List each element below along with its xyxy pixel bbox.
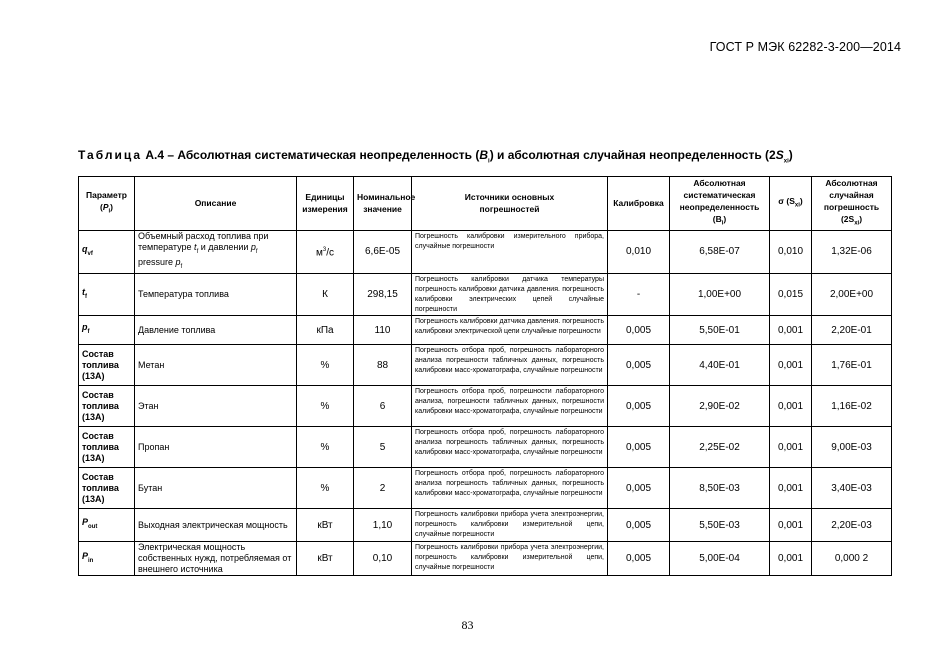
caption-text-b: ) и абсолютная случайная неопределенность (2 (489, 148, 776, 162)
calibration-cell: 0,005 (608, 509, 670, 542)
abs-random-cell: 1,16E-02 (812, 386, 892, 427)
abs-systematic-cell: 4,40E-01 (670, 345, 770, 386)
nominal-cell: 5 (354, 427, 412, 468)
caption-text-c: ) (788, 148, 793, 162)
caption-label: Таблица (78, 148, 143, 162)
abs-systematic-cell: 5,50E-03 (670, 509, 770, 542)
param-cell: $P_{in}$ (79, 542, 135, 576)
caption-sub-b: i (488, 158, 490, 165)
sources-cell: Погрешность отбора проб, погрешности лабораторного анализа, погрешности табличных данных, погрешности калибровки масс-хроматографа, случайные погрешности (412, 386, 608, 427)
nominal-cell: 2 (354, 468, 412, 509)
sigma-cell: 0,001 (770, 345, 812, 386)
calibration-cell: 0,010 (608, 230, 670, 274)
table-row (79, 542, 892, 576)
abs-systematic-cell: 5,00E-04 (670, 542, 770, 576)
unit-cell: % (297, 386, 354, 427)
abs-systematic-cell: 8,50E-03 (670, 468, 770, 509)
nominal-cell: 1,10 (354, 509, 412, 542)
table-row (79, 345, 892, 386)
header-row (79, 177, 892, 231)
table-caption (78, 148, 793, 164)
calibration-cell: 0,005 (608, 542, 670, 576)
abs-systematic-cell: 1,00E+00 (670, 274, 770, 316)
description-cell: Метан (135, 345, 297, 386)
nominal-cell: 0,10 (354, 542, 412, 576)
col-header-param: Параметр $(P_i)$ (79, 177, 135, 231)
abs-systematic-cell: 5,50E-01 (670, 316, 770, 345)
col-header-sources: Источники основных погрешностей (412, 177, 608, 231)
sources-cell: Погрешность калибровки датчика температуры погрешность калибровки датчика давления. погрешность калибровки электрических цепей случайные погрешности (412, 274, 608, 316)
sigma-cell: 0,015 (770, 274, 812, 316)
calibration-cell: 0,005 (608, 386, 670, 427)
description-cell: Выходная электрическая мощность (135, 509, 297, 542)
description-cell: Температура топлива (135, 274, 297, 316)
abs-systematic-cell: 2,90E-02 (670, 386, 770, 427)
sigma-cell: 0,001 (770, 427, 812, 468)
abs-random-cell: 0,000 2 (812, 542, 892, 576)
param-cell: Состав топлива (13А) (79, 468, 135, 509)
param-cell: $p_f$ (79, 316, 135, 345)
sigma-cell: 0,001 (770, 386, 812, 427)
unit-cell: кВт (297, 509, 354, 542)
unit-cell: % (297, 427, 354, 468)
param-cell: $q_{vf}$ (79, 230, 135, 274)
sigma-cell: 0,010 (770, 230, 812, 274)
abs-systematic-cell: 6,58E-07 (670, 230, 770, 274)
description-cell: Электрическая мощность собственных нужд, потребляемая от внешнего источника (135, 542, 297, 576)
abs-random-cell: 2,20E-03 (812, 509, 892, 542)
param-cell: Состав топлива (13А) (79, 386, 135, 427)
calibration-cell: - (608, 274, 670, 316)
caption-sym-b: B (479, 148, 489, 162)
unit-cell: кПа (297, 316, 354, 345)
sigma-cell: 0,001 (770, 542, 812, 576)
col-header-description: Описание (135, 177, 297, 231)
col-header-nominal: Номинальное значение (354, 177, 412, 231)
sigma-cell: 0,001 (770, 468, 812, 509)
unit-cell: К (297, 274, 354, 316)
sources-cell: Погрешность калибровки измерительного прибора, случайные погрешности (412, 230, 608, 274)
sources-cell: Погрешность калибровки прибора учета электроэнергии, погрешность калибровки измерительной цепи, случайные погрешности (412, 542, 608, 576)
description-cell: Этан (135, 386, 297, 427)
col-header-calibration: Калибровка (608, 177, 670, 231)
nominal-cell: 298,15 (354, 274, 412, 316)
sigma-cell: 0,001 (770, 509, 812, 542)
col-header-units: Единицы измерения (297, 177, 354, 231)
nominal-cell: 6,6E-05 (354, 230, 412, 274)
table-row (79, 316, 892, 345)
calibration-cell: 0,005 (608, 427, 670, 468)
standard-code: ГОСТ Р МЭК 62282-3-200—2014 (709, 40, 901, 54)
abs-random-cell: 2,20E-01 (812, 316, 892, 345)
abs-random-cell: 2,00E+00 (812, 274, 892, 316)
abs-systematic-cell: 2,25E-02 (670, 427, 770, 468)
caption-text-a: – Абсолютная систематическая неопределенность ( (164, 148, 480, 162)
param-cell: Состав топлива (13А) (79, 427, 135, 468)
calibration-cell: 0,005 (608, 345, 670, 386)
unit-cell: $м^3/с$ (297, 230, 354, 274)
unit-cell: % (297, 468, 354, 509)
page-number: 83 (461, 618, 474, 632)
caption-sub-s: xi (783, 158, 789, 165)
calibration-cell: 0,005 (608, 316, 670, 345)
unit-cell: кВт (297, 542, 354, 576)
nominal-cell: 110 (354, 316, 412, 345)
table-row (79, 427, 892, 468)
description-cell: Давление топлива (135, 316, 297, 345)
description-cell: Объемный расход топлива при температуре $t_f$ и давлении $p_f$ pressure $p_f$ (135, 230, 297, 274)
description-cell: Пропан (135, 427, 297, 468)
abs-random-cell: 1,76E-01 (812, 345, 892, 386)
description-cell: Бутан (135, 468, 297, 509)
abs-random-cell: 3,40E-03 (812, 468, 892, 509)
col-header-abs-systematic: Абсолютная систематическая неопределенность $(B_i)$ (670, 177, 770, 231)
table-row (79, 468, 892, 509)
param-cell: Состав топлива (13А) (79, 345, 135, 386)
param-cell: $t_f$ (79, 274, 135, 316)
param-cell: $P_{out}$ (79, 509, 135, 542)
sources-cell: Погрешность отбора проб, погрешность лабораторного анализа погрешность табличных данных, погрешность калибровки масс-хроматографа, случайные погрешности (412, 427, 608, 468)
caption-sym-s: S (775, 148, 784, 162)
sources-cell: Погрешность калибровки датчика давления. погрешность калибровки электрической цепи случайные погрешности (412, 316, 608, 345)
sources-cell: Погрешность отбора проб, погрешность лабораторного анализа погрешность табличных данных, погрешность калибровки масс-хроматографа, случайные погрешности (412, 468, 608, 509)
caption-number: А.4 (145, 148, 165, 162)
sources-cell: Погрешность калибровки прибора учета электроэнергии, погрешность калибровки измерительной цепи, случайные погрешности (412, 509, 608, 542)
col-header-abs-random: Абсолютная случайная погрешность $(2S_{xi})$ (812, 177, 892, 231)
table-row (79, 230, 892, 274)
table-row (79, 386, 892, 427)
abs-random-cell: 1,32E-06 (812, 230, 892, 274)
col-header-sigma: σ $(S_{xi})$ (770, 177, 812, 231)
uncertainty-table (78, 176, 892, 576)
nominal-cell: 6 (354, 386, 412, 427)
table-row (79, 509, 892, 542)
sigma-cell: 0,001 (770, 316, 812, 345)
sources-cell: Погрешность отбора проб, погрешность лабораторного анализа погрешности табличных данных, погрешность калибровки масс-хроматографа, случайные погрешности (412, 345, 608, 386)
calibration-cell: 0,005 (608, 468, 670, 509)
nominal-cell: 88 (354, 345, 412, 386)
table-row (79, 274, 892, 316)
unit-cell: % (297, 345, 354, 386)
abs-random-cell: 9,00E-03 (812, 427, 892, 468)
